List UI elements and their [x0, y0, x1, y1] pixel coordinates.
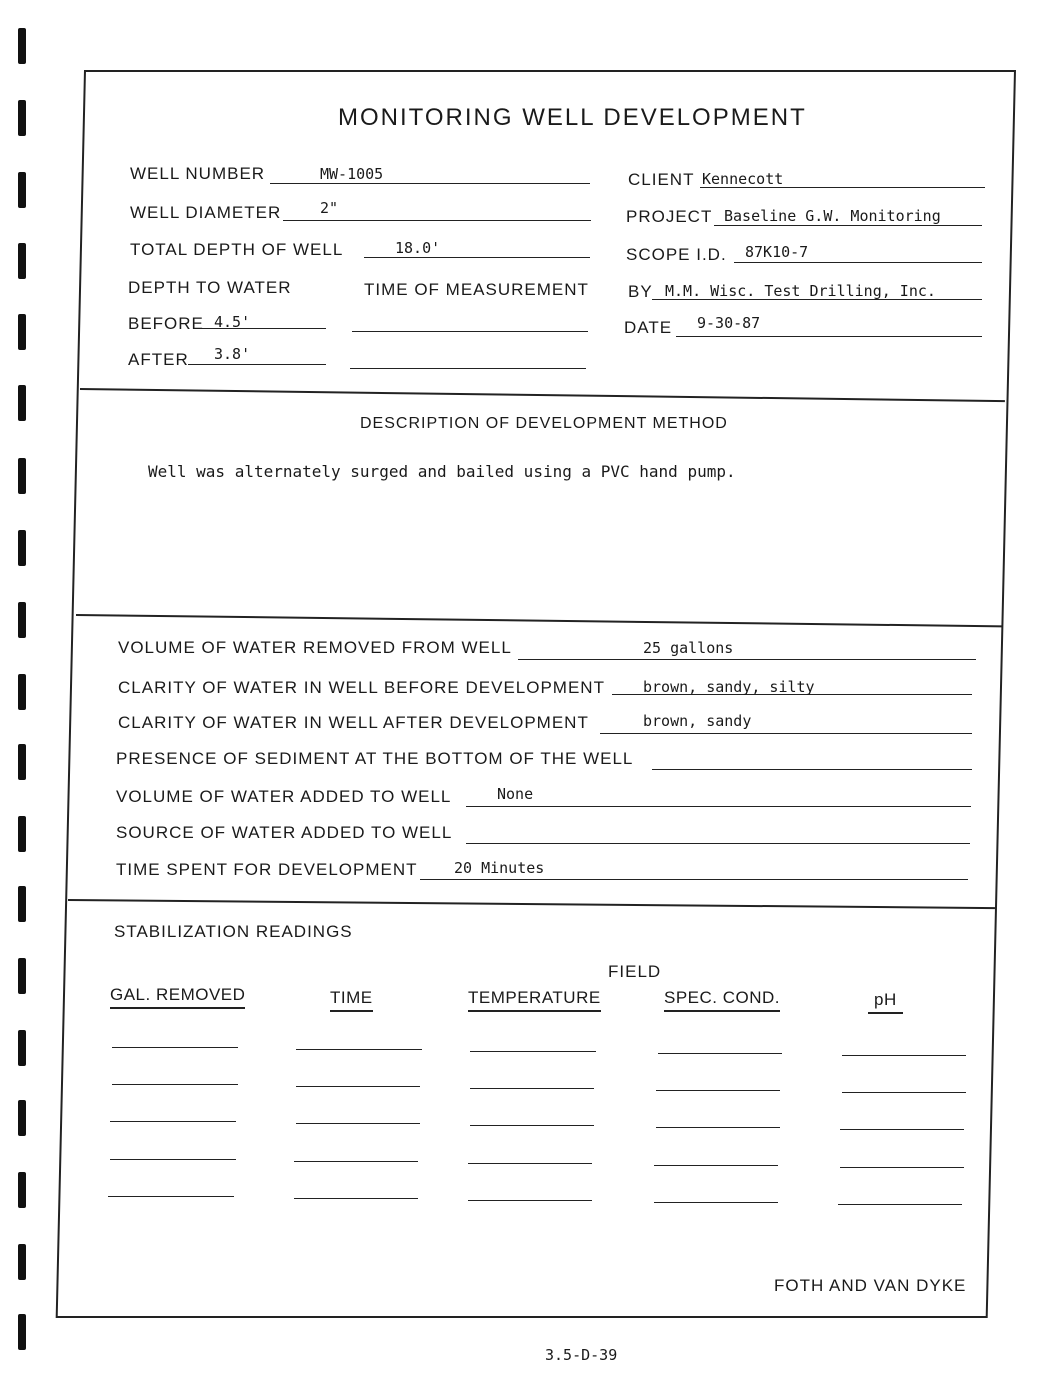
method-heading: DESCRIPTION OF DEVELOPMENT METHOD — [360, 415, 728, 432]
column-gal-removed: GAL. REMOVED — [110, 985, 245, 1009]
before-value: 4.5' — [214, 313, 251, 331]
volume-removed-value: 25 gallons — [643, 639, 734, 657]
before-label: BEFORE — [128, 314, 204, 333]
total-depth-field[interactable] — [364, 257, 590, 258]
column-spec-cond: SPEC. COND. — [664, 988, 780, 1012]
form-title: MONITORING WELL DEVELOPMENT — [338, 104, 807, 131]
project-value: Baseline G.W. Monitoring — [724, 207, 941, 225]
source-label: SOURCE OF WATER ADDED TO WELL — [116, 823, 453, 842]
column-ph: pH — [868, 990, 903, 1014]
project-field[interactable] — [714, 225, 982, 226]
client-value: Kennecott — [702, 170, 784, 188]
reading-cell[interactable] — [658, 1053, 782, 1054]
date-field[interactable] — [676, 336, 982, 337]
reading-cell[interactable] — [840, 1129, 964, 1130]
reading-cell[interactable] — [842, 1092, 966, 1093]
field-label: FIELD — [608, 962, 662, 981]
total-depth-label: TOTAL DEPTH OF WELL — [130, 240, 344, 259]
scope-id-label: SCOPE I.D. — [626, 245, 727, 264]
reading-cell[interactable] — [470, 1051, 596, 1052]
after-field[interactable] — [188, 364, 326, 365]
method-text: Well was alternately surged and bailed using a PVC hand pump. — [148, 462, 736, 481]
sediment-label: PRESENCE OF SEDIMENT AT THE BOTTOM OF THE WELL — [116, 749, 634, 768]
well-diameter-label: WELL DIAMETER — [130, 203, 282, 222]
column-time: TIME — [330, 988, 373, 1012]
depth-to-water-label: DEPTH TO WATER — [128, 278, 292, 297]
reading-cell[interactable] — [296, 1123, 420, 1124]
reading-cell[interactable] — [110, 1159, 236, 1160]
reading-cell[interactable] — [468, 1163, 592, 1164]
reading-cell[interactable] — [656, 1127, 780, 1128]
volume-removed-label: VOLUME OF WATER REMOVED FROM WELL — [118, 638, 512, 657]
after-time-field[interactable] — [350, 368, 586, 369]
volume-added-field[interactable] — [466, 806, 971, 807]
reading-cell[interactable] — [112, 1047, 238, 1048]
time-of-measurement-label: TIME OF MEASUREMENT — [364, 280, 589, 299]
reading-cell[interactable] — [838, 1204, 962, 1205]
total-depth-value: 18.0' — [395, 239, 441, 257]
project-label: PROJECT — [626, 207, 713, 226]
volume-removed-field[interactable] — [518, 659, 976, 660]
scope-id-field[interactable] — [734, 262, 982, 263]
reading-cell[interactable] — [842, 1055, 966, 1056]
time-spent-value: 20 Minutes — [454, 859, 545, 877]
clarity-before-value: brown, sandy, silty — [643, 678, 815, 696]
reading-cell[interactable] — [470, 1125, 594, 1126]
volume-added-value: None — [497, 785, 534, 803]
client-label: CLIENT — [628, 170, 695, 189]
reading-cell[interactable] — [468, 1200, 592, 1201]
page-number: 3.5-D-39 — [545, 1346, 618, 1364]
date-label: DATE — [624, 318, 673, 337]
by-value: M.M. Wisc. Test Drilling, Inc. — [665, 282, 936, 300]
time-spent-field[interactable] — [420, 879, 968, 880]
reading-cell[interactable] — [296, 1086, 420, 1087]
well-diameter-field[interactable] — [283, 220, 591, 221]
volume-added-label: VOLUME OF WATER ADDED TO WELL — [116, 787, 452, 806]
clarity-after-value: brown, sandy — [643, 712, 752, 730]
reading-cell[interactable] — [296, 1049, 422, 1050]
well-diameter-value: 2" — [320, 199, 339, 217]
reading-cell[interactable] — [112, 1084, 238, 1085]
reading-cell[interactable] — [294, 1198, 418, 1199]
date-value: 9-30-87 — [697, 314, 761, 332]
by-label: BY — [628, 282, 653, 301]
time-spent-label: TIME SPENT FOR DEVELOPMENT — [116, 860, 418, 879]
column-temperature: TEMPERATURE — [468, 988, 601, 1012]
reading-cell[interactable] — [840, 1167, 964, 1168]
after-value: 3.8' — [214, 345, 251, 363]
clarity-after-label: CLARITY OF WATER IN WELL AFTER DEVELOPMENT — [118, 713, 589, 732]
well-number-label: WELL NUMBER — [130, 164, 266, 183]
before-time-field[interactable] — [352, 331, 588, 332]
clarity-before-label: CLARITY OF WATER IN WELL BEFORE DEVELOPMENT — [118, 678, 605, 697]
scope-id-value: 87K10-7 — [745, 243, 809, 261]
stabilization-heading: STABILIZATION READINGS — [114, 922, 353, 941]
well-number-value: MW-1005 — [320, 165, 384, 183]
reading-cell[interactable] — [110, 1121, 236, 1122]
reading-cell[interactable] — [294, 1161, 418, 1162]
reading-cell[interactable] — [654, 1202, 778, 1203]
well-number-field[interactable] — [270, 183, 590, 184]
reading-cell[interactable] — [470, 1088, 594, 1089]
sediment-field[interactable] — [652, 769, 972, 770]
source-field[interactable] — [466, 843, 970, 844]
after-label: AFTER — [128, 350, 189, 369]
company-name: FOTH AND VAN DYKE — [774, 1276, 967, 1295]
reading-cell[interactable] — [656, 1090, 780, 1091]
reading-cell[interactable] — [654, 1165, 778, 1166]
clarity-after-field[interactable] — [600, 733, 972, 734]
reading-cell[interactable] — [108, 1196, 234, 1197]
